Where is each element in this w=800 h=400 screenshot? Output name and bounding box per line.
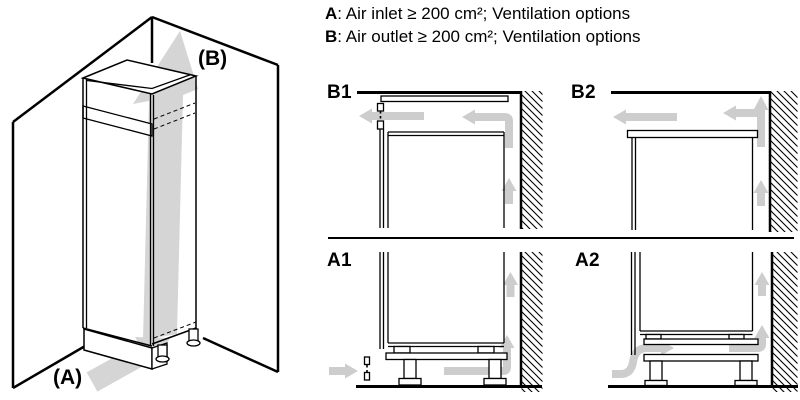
niche-side-panel	[380, 252, 384, 349]
top-rail	[83, 106, 152, 136]
niche-overview-diagram	[0, 0, 320, 400]
legend-key-a: A	[325, 4, 338, 23]
inlet-label: (A)	[53, 366, 83, 389]
wall-hatch	[771, 91, 798, 232]
wall-hatch	[773, 252, 798, 392]
cabinet-top-panel	[628, 131, 758, 138]
option-b1-label: B1	[327, 82, 352, 103]
option-a1-label: A1	[327, 250, 352, 271]
section-divider	[328, 237, 794, 239]
option-a2-label: A2	[575, 250, 600, 271]
wall-hatch	[522, 91, 543, 229]
airflow-up-arrow-lower-icon	[754, 180, 769, 206]
airflow-up-left-arrow-icon	[462, 110, 509, 149]
outlet-label: (B)	[198, 47, 228, 70]
wall-hatch	[522, 252, 543, 392]
airflow-up-arrow-icon	[754, 96, 769, 147]
appliance-outline	[632, 138, 753, 231]
appliance-outline	[388, 252, 504, 353]
airflow-in-front-arrow-icon	[329, 364, 358, 379]
option-b2-label: B2	[571, 82, 596, 103]
appliance-outline	[388, 132, 504, 228]
legend-text	[325, 2, 641, 48]
option-b1-diagram	[325, 80, 545, 237]
airflow-out-front-arrow-icon	[359, 109, 424, 124]
appliance-outline	[640, 252, 753, 339]
front-vent-gap	[365, 357, 370, 380]
option-b2-diagram	[560, 80, 800, 237]
airflow-up-arrow-icon	[755, 272, 770, 296]
niche-side-panel	[632, 252, 636, 355]
plinth-bench	[644, 355, 758, 386]
appliance-support-board	[644, 339, 758, 345]
airflow-out-front-arrow-icon	[613, 110, 677, 125]
niche-side-panel	[380, 130, 384, 229]
legend-line-a: A: Air inlet ≥ 200 cm²; Ventilation options	[325, 4, 631, 23]
legend-key-b: B	[325, 27, 338, 46]
niche-top-panel	[381, 96, 508, 102]
legend-line-b: B: Air outlet ≥ 200 cm²; Ventilation options	[325, 27, 641, 46]
option-a1-diagram	[325, 245, 545, 400]
airflow-left-arrow-icon	[723, 106, 760, 121]
airflow-up-arrow-icon	[503, 272, 518, 297]
